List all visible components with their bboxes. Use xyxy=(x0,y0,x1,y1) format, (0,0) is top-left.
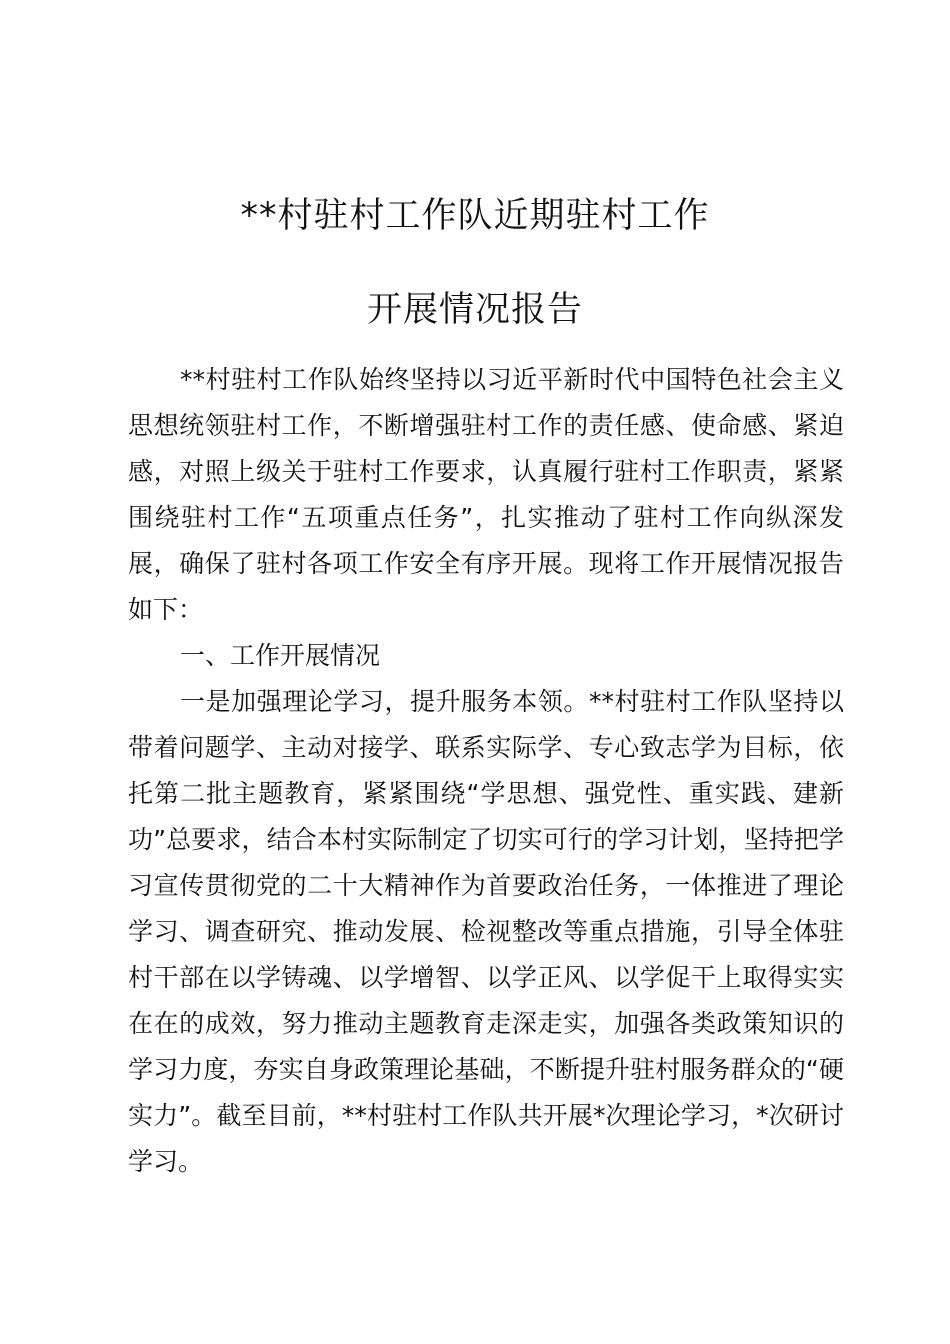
body-paragraph: 一是加强理论学习，提升服务本领。**村驻村工作队坚持以带着问题学、主动对接学、联系实际学、专心致志学为目标，依托第二批主题教育，紧紧围绕“学思想、强党性、重实践、建新功”总要求，结合本村实际制定了切实可行的学习计划，坚持把学习宣传贯彻党的二十大精神作为首要政治任务，一体推进了理论学习、调查研究、推动发展、检视整改等重点措施，引导全体驻村干部在以学铸魂、以学增智、以学正风、以学促干上取得实实在在的成效，努力推动主题教育走深走实，加强各类政策知识的学习力度，夯实自身政策理论基础，不断提升驻村服务群众的“硬实力”。截至目前，**村驻村工作队共开展*次理论学习，*次研讨学习。 xyxy=(128,687,844,1176)
intro-paragraph: **村驻村工作队始终坚持以习近平新时代中国特色社会主义思想统领驻村工作，不断增强驻村工作的责任感、使命感、紧迫感，对照上级关于驻村工作要求，认真履行驻村工作职责，紧紧围绕驻村工作“五项重点任务”，扎实推动了驻村工作向纵深发展，确保了驻村各项工作安全有序开展。现将工作开展情况报告如下： xyxy=(128,365,844,624)
document-title-line-1: **村驻村工作队近期驻村工作 xyxy=(240,196,710,236)
document-body xyxy=(128,357,844,1185)
document-title-line-2: 开展情况报告 xyxy=(366,290,583,330)
section-heading: 一、工作开展情况 xyxy=(180,641,381,670)
